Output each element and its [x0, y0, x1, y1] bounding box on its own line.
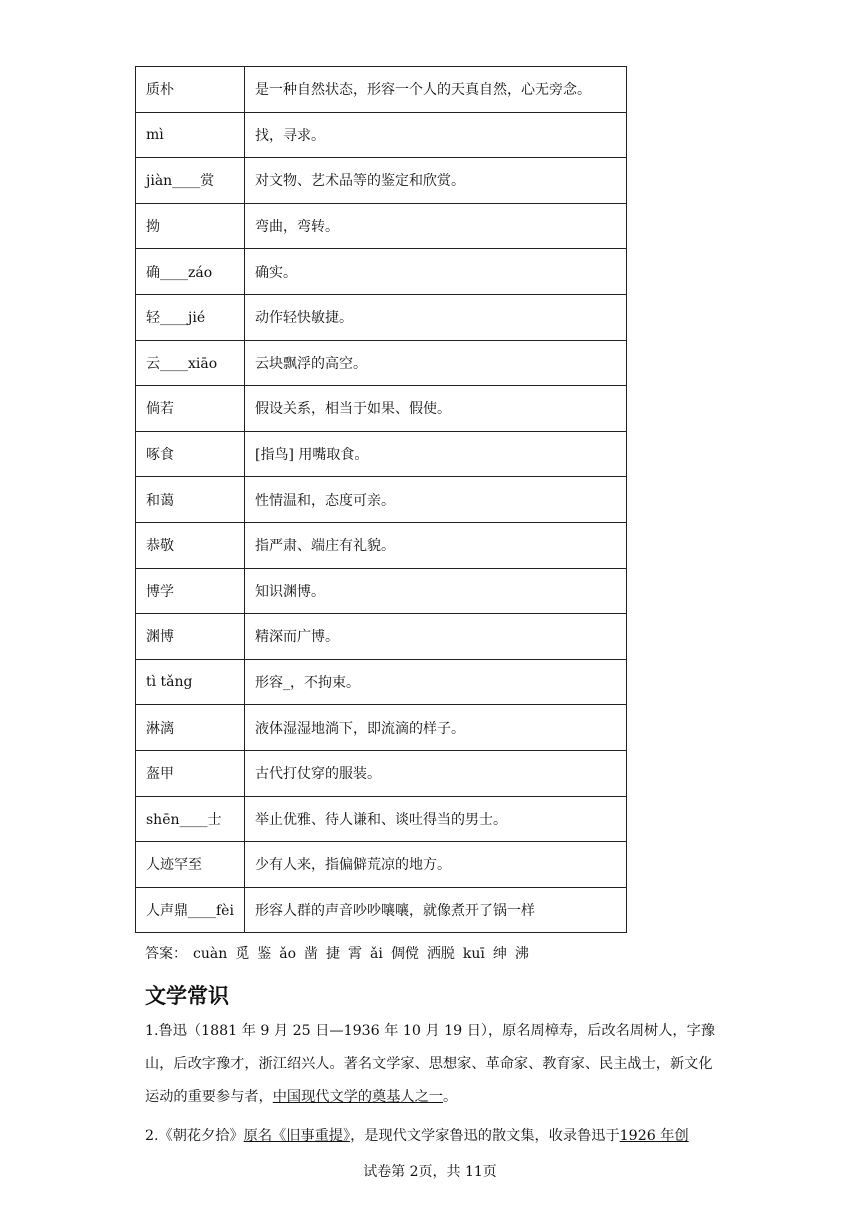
- paragraph-zhaohua-xishi: [145, 1120, 720, 1153]
- table-row: [136, 659, 627, 705]
- term-cell: 恭敬: [136, 522, 245, 568]
- table-row: [136, 386, 627, 432]
- answer-item: 绅: [492, 946, 507, 962]
- paragraph1-text: 1.鲁迅（1881 年 9 月 25 日—1936 年 10 月 19 日），原名周樟寿，后改名周树人，字豫山，后改字豫才，浙江绍兴人。著名文学家、思想家、革命家、教育家、民主战士，新文化运动的重要参与者，: [145, 1023, 715, 1105]
- definition-cell: 举止优雅、待人谦和、谈吐得当的男士。: [245, 796, 627, 842]
- table-row: [136, 112, 627, 158]
- term-cell: jiàn____赏: [136, 158, 245, 204]
- definition-cell: 云块飘浮的高空。: [245, 340, 627, 386]
- answer-item: 洒脱: [426, 946, 455, 962]
- paragraph2-underlined-1: 原名《旧事重提》: [243, 1128, 351, 1144]
- definition-cell: 少有人来，指偏僻荒凉的地方。: [245, 842, 627, 888]
- definition-cell: 形容人群的声音吵吵嚷嚷，就像煮开了锅一样: [245, 887, 627, 933]
- term-cell: 人迹罕至: [136, 842, 245, 888]
- definition-cell: 找，寻求。: [245, 112, 627, 158]
- answer-item: 觅: [235, 946, 250, 962]
- definition-cell: 古代打仗穿的服装。: [245, 750, 627, 796]
- paragraph-lu-xun-bio: [145, 1015, 720, 1114]
- term-cell: 啄食: [136, 431, 245, 477]
- table-row: [136, 477, 627, 523]
- answer-item: kuī: [462, 946, 485, 962]
- definition-cell: 液体湿湿地淌下，即流滴的样子。: [245, 705, 627, 751]
- definition-cell: 指严肃、端庄有礼貌。: [245, 522, 627, 568]
- page-footer: 试卷第 2页，共 11页: [363, 1164, 497, 1180]
- term-cell: 云____xiāo: [136, 340, 245, 386]
- definition-cell: 动作轻快敏捷。: [245, 294, 627, 340]
- answer-item: ǎi: [370, 946, 383, 962]
- paragraph2-start: 2.《朝花夕拾》: [145, 1128, 244, 1144]
- table-row: [136, 294, 627, 340]
- definition-cell: 知识渊博。: [245, 568, 627, 614]
- definition-cell: 假设关系，相当于如果、假使。: [245, 386, 627, 432]
- answer-item: cuàn: [193, 946, 228, 962]
- table-row: [136, 796, 627, 842]
- table-row: [136, 887, 627, 933]
- table-row: [136, 750, 627, 796]
- answer-item: 倜傥: [390, 946, 419, 962]
- definition-cell: 精深而广博。: [245, 614, 627, 660]
- answer-item: 霄: [348, 946, 363, 962]
- paragraph1-end: 。: [442, 1089, 458, 1105]
- table-row: [136, 249, 627, 295]
- definition-cell: 对文物、艺术品等的鉴定和欣赏。: [245, 158, 627, 204]
- definition-cell: 是一种自然状态，形容一个人的天真自然，心无旁念。: [245, 67, 627, 113]
- term-cell: 确____záo: [136, 249, 245, 295]
- term-cell: 倘若: [136, 386, 245, 432]
- term-cell: mì: [136, 112, 245, 158]
- answer-items: [193, 946, 537, 962]
- definition-cell: 弯曲，弯转。: [245, 203, 627, 249]
- vocabulary-table: [135, 66, 627, 933]
- term-cell: 质朴: [136, 67, 245, 113]
- answer-label: 答案：: [145, 946, 187, 962]
- table-row: [136, 842, 627, 888]
- paragraph1-underlined: 中国现代文学的奠基人之一: [272, 1089, 443, 1105]
- definition-cell: 确实。: [245, 249, 627, 295]
- term-cell: 渊博: [136, 614, 245, 660]
- table-row: [136, 67, 627, 113]
- term-cell: 人声鼎____fèi: [136, 887, 245, 933]
- table-row: [136, 431, 627, 477]
- answer-item: ǎo: [279, 946, 297, 962]
- definition-cell: [指鸟] 用嘴取食。: [245, 431, 627, 477]
- section-heading: 文学常识: [145, 984, 229, 1008]
- answer-item: 凿: [304, 946, 319, 962]
- definition-cell: 性情温和，态度可亲。: [245, 477, 627, 523]
- answer-item: 鉴: [257, 946, 272, 962]
- term-cell: 盔甲: [136, 750, 245, 796]
- term-cell: 轻____jié: [136, 294, 245, 340]
- paragraph2-underlined-2: 1926 年创: [619, 1128, 689, 1144]
- term-cell: 拗: [136, 203, 245, 249]
- table-row: [136, 203, 627, 249]
- term-cell: 和蔼: [136, 477, 245, 523]
- table-row: [136, 614, 627, 660]
- vocabulary-table-body: [136, 67, 627, 933]
- term-cell: tì tǎng: [136, 659, 245, 705]
- term-cell: 淋漓: [136, 705, 245, 751]
- answer-item: 沸: [514, 946, 529, 962]
- table-row: [136, 568, 627, 614]
- term-cell: shēn____士: [136, 796, 245, 842]
- definition-cell: 形容_，不拘束。: [245, 659, 627, 705]
- answer-item: 捷: [326, 946, 341, 962]
- table-row: [136, 522, 627, 568]
- table-row: [136, 340, 627, 386]
- paragraph2-middle: ，是现代文学家鲁迅的散文集，收录鲁迅于: [350, 1128, 620, 1144]
- table-row: [136, 158, 627, 204]
- answer-line: [145, 943, 537, 963]
- term-cell: 博学: [136, 568, 245, 614]
- table-row: [136, 705, 627, 751]
